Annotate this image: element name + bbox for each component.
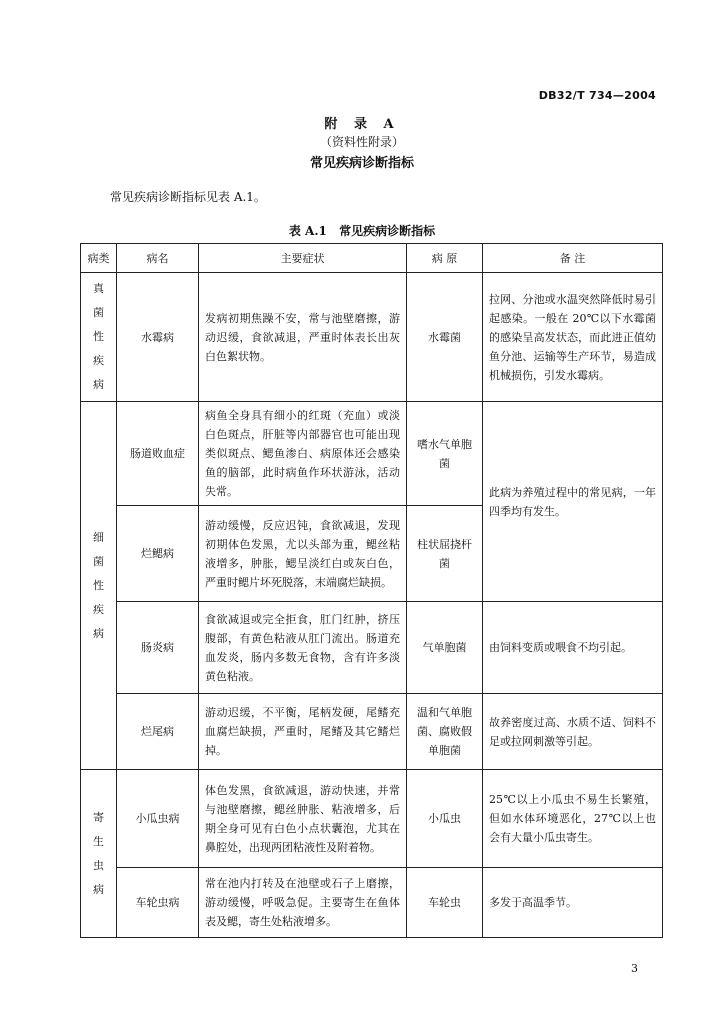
table-caption-id: 表 A.1 [288, 224, 327, 238]
table-header-row [81, 244, 663, 273]
remarks: 25℃以上小瓜虫不易生长繁殖，但如水体环境恶化，27℃以上也会有大量小瓜虫寄生。 [483, 770, 663, 868]
table-row [81, 402, 663, 506]
symptoms: 游动缓慢，反应迟钝，食欲减退，发现初期体色发黑，尤以头部为重，鳃丝粘液增多，肿胀，鳃呈淡红白或灰白色，严重时鳃片坏死脱落，末端腐烂缺损。 [199, 506, 407, 602]
category-cell [81, 770, 117, 938]
remarks: 故养密度过高、水质不适、饲料不足或拉网刺激等引起。 [483, 694, 663, 770]
category-label: 寄生虫病 [93, 810, 104, 896]
table-caption-title: 常见疾病诊断指标 [339, 224, 436, 238]
intro-paragraph: 常见疾病诊断指标见表 A.1。 [110, 190, 266, 204]
annex-title: 附 录 A [324, 117, 400, 132]
symptoms: 常在池内打转及在池壁或石子上磨擦，游动缓慢，呼吸急促。主要寄生在鱼体表及鳃，寄生处粘液增多。 [199, 868, 407, 938]
disease-name: 肠道败血症 [117, 402, 199, 506]
pathogen: 水霉菌 [407, 273, 483, 402]
pathogen: 气单胞菌 [407, 602, 483, 694]
table-row [81, 770, 663, 868]
disease-name: 烂尾病 [117, 694, 199, 770]
header-category: 病类 [81, 244, 117, 273]
disease-name: 小瓜虫病 [117, 770, 199, 868]
pathogen: 柱状屈挠杆菌 [407, 506, 483, 602]
remarks: 由饲料变质或喂食不均引起。 [483, 602, 663, 694]
disease-name: 水霉病 [117, 273, 199, 402]
annex-heading: 常见疾病诊断指标 [309, 156, 414, 171]
category-cell [81, 273, 117, 402]
page-number: 3 [631, 962, 638, 975]
remarks: 多发于高温季节。 [483, 868, 663, 938]
symptoms: 食欲减退或完全拒食，肛门红肿，挤压腹部，有黄色粘液从肛门流出。肠道充血发炎，肠内多数无食物，含有许多淡黄色粘液。 [199, 602, 407, 694]
annex-subtitle: （资料性附录） [319, 135, 404, 149]
header-pathogen: 病 原 [407, 244, 483, 273]
standard-code: DB32/T 734—2004 [538, 89, 656, 102]
diagnosis-table [80, 243, 663, 938]
table-caption [0, 222, 724, 239]
category-label: 真菌性疾病 [93, 282, 104, 391]
table-row [81, 273, 663, 402]
disease-name: 肠炎病 [117, 602, 199, 694]
symptoms: 发病初期焦躁不安，常与池壁磨擦，游动迟缓，食欲减退，严重时体表长出灰白色絮状物。 [199, 273, 407, 402]
table-row [81, 602, 663, 694]
pathogen: 小瓜虫 [407, 770, 483, 868]
symptoms: 病鱼全身具有细小的红斑（充血）或淡白色斑点，肝脏等内部器官也可能出现类似斑点、鳃鱼渗白、病原体还会感染鱼的脑部，此时病鱼作环状游泳，活动失常。 [199, 402, 407, 506]
header-remarks: 备 注 [483, 244, 663, 273]
table-row [81, 694, 663, 770]
pathogen: 嗜水气单胞菌 [407, 402, 483, 506]
table-row [81, 868, 663, 938]
remarks: 拉网、分池或水温突然降低时易引起感染。一般在 20℃以下水霉菌的感染呈高发状态，而此进正值幼鱼分池、运输等生产环节，易造成机械损伤，引发水霉病。 [483, 273, 663, 402]
header-disease-name: 病名 [117, 244, 199, 273]
header-symptoms: 主要症状 [199, 244, 407, 273]
pathogen: 温和气单胞菌、腐败假单胞菌 [407, 694, 483, 770]
disease-name: 车轮虫病 [117, 868, 199, 938]
category-cell [81, 402, 117, 770]
pathogen: 车轮虫 [407, 868, 483, 938]
remarks: 此病为养殖过程中的常见病，一年四季均有发生。 [483, 402, 663, 602]
symptoms: 体色发黑，食欲减退，游动快速，并常与池壁磨擦，鳃丝肿胀、粘液增多，后期全身可见有白色小点状囊泡，尤其在鼻腔处，出现两团粘液性及附着物。 [199, 770, 407, 868]
category-label: 细菌性疾病 [93, 530, 104, 640]
symptoms: 游动迟缓，不平衡，尾柄发硬，尾鳍充血腐烂缺损，严重时，尾鳍及其它鳍烂掉。 [199, 694, 407, 770]
disease-name: 烂鳃病 [117, 506, 199, 602]
